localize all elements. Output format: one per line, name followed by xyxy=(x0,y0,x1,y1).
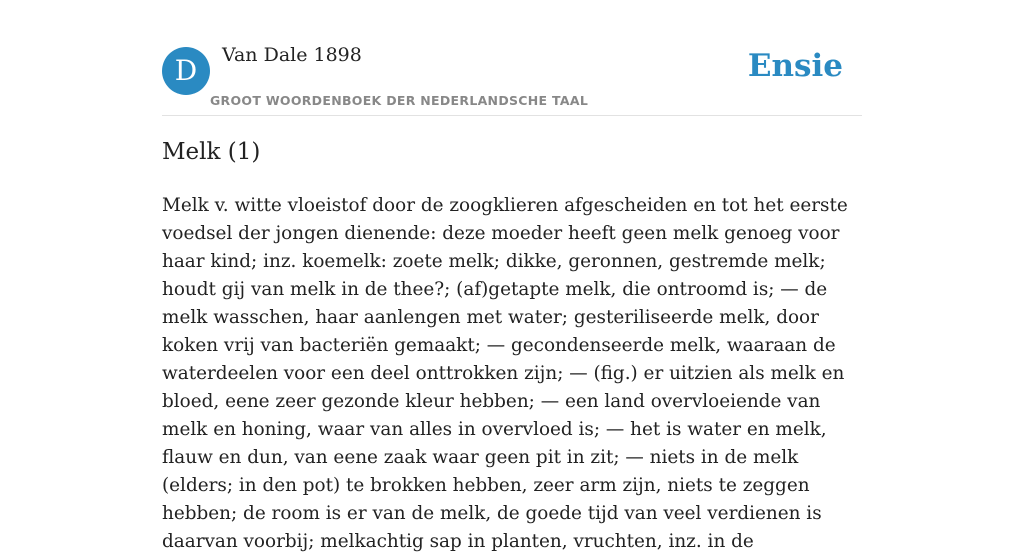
dictionary-subtitle: GROOT WOORDENBOEK DER NEDERLANDSCHE TAAL xyxy=(210,93,589,108)
brand-logo[interactable]: Ensie xyxy=(747,48,843,84)
entry-definition: Melk v. witte vloeistof door de zoogklieren afgescheiden en tot het eerste voedsel der jongen dienende: deze moeder heeft geen melk genoeg voor haar kind; inz. koemelk: zoete melk; dikke, geronnen, gestremde melk; houdt gij van melk in de thee?; (af)getapte melk, die ontroomd is; — de melk wasschen, haar aanlengen met water; gesteriliseerde melk, door koken vrij van bacteriën gemaakt; — gecondenseerde melk, waaraan de waterdeelen voor een deel onttrokken zijn; — (fig.) er uitzien als melk en bloed, eene zeer gezonde kleur hebben; — een land overvloeiende van melk en honing, waar van alles in overvloed is; — het is water en melk, flauw en dun, van eene zaak waar geen pit in zit; — niets in de melk (elders; in den pot) te brokken hebben, zeer arm zijn, niets te zeggen hebben; de room is er van de melk, de goede tijd van veel verdienen is daarvan voorbij; melkachtig sap in planten, vruchten, inz. in de xyxy=(162,195,848,552)
entry-title: Melk (1) xyxy=(162,139,261,165)
site-header xyxy=(162,0,862,116)
dictionary-logo-icon[interactable]: D xyxy=(162,47,210,95)
dictionary-title[interactable]: Van Dale 1898 xyxy=(222,44,362,66)
